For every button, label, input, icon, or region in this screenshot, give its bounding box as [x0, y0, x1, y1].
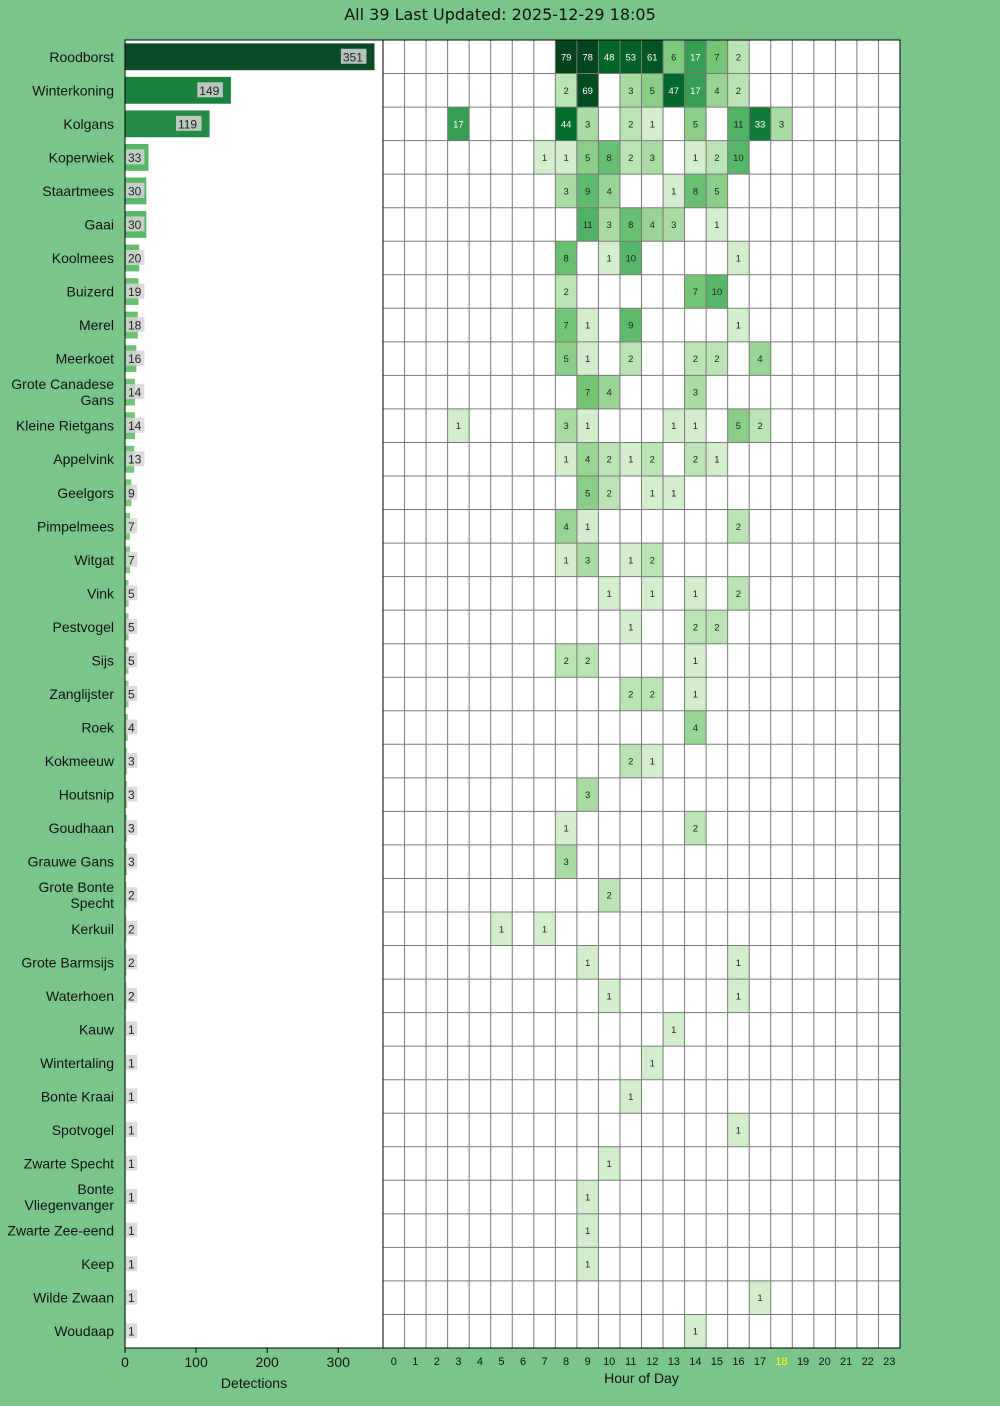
- category-label: Grote Canadese Gans: [11, 376, 114, 409]
- bar-value-label: 5: [128, 620, 135, 635]
- heatmap-cell-value: 7: [714, 52, 720, 64]
- heatmap-cell-value: 3: [649, 152, 655, 164]
- heatmap-cell-value: 1: [757, 1293, 763, 1305]
- heatmap-cell-value: 11: [733, 119, 744, 131]
- heatmap-cell-value: 1: [606, 1159, 612, 1171]
- category-label: Grauwe Gans: [27, 853, 114, 870]
- heatmap-cell-value: 1: [628, 555, 634, 567]
- heatmap-cell-value: 3: [584, 555, 591, 567]
- bar-value-label: 5: [128, 687, 135, 702]
- bar-value-label: 33: [128, 150, 142, 165]
- heatmap-cell-value: 1: [584, 957, 591, 969]
- hour-tick-label: 9: [584, 1356, 591, 1368]
- heatmap-cell-value: 1: [584, 521, 591, 533]
- heatmap-cell-value: 7: [692, 287, 699, 299]
- heatmap-cell-value: 1: [649, 756, 655, 768]
- heatmap-cell-value: 2: [714, 152, 720, 164]
- heatmap-cell-value: 4: [606, 387, 612, 399]
- category-label: Wintertaling: [40, 1054, 114, 1071]
- heatmap-cell-value: 1: [584, 1259, 591, 1271]
- category-label: Grote Barmsijs: [21, 954, 114, 971]
- heatmap-cell-value: 1: [671, 1024, 677, 1036]
- heatmap-cell-value: 1: [692, 421, 699, 433]
- heatmap-cell-value: 2: [606, 454, 612, 466]
- heatmap-cell-value: 1: [649, 119, 655, 131]
- heatmap-cell-value: 2: [563, 287, 569, 299]
- heatmap-cell-value: 33: [754, 119, 766, 131]
- heatmap-cell-value: 1: [541, 152, 548, 164]
- category-label: Zwarte Specht: [23, 1155, 114, 1172]
- heatmap-cell-value: 2: [692, 354, 699, 366]
- hour-tick-label: 13: [667, 1356, 680, 1368]
- heatmap-cell-value: 2: [628, 756, 634, 768]
- hour-tick-label: 7: [541, 1356, 548, 1368]
- bar-value-label: 3: [128, 855, 135, 870]
- category-label: Waterhoen: [46, 987, 114, 1004]
- hour-tick-label: 6: [519, 1356, 527, 1368]
- heatmap-cell-value: 1: [671, 186, 677, 198]
- bar-value-label: 2: [128, 989, 135, 1004]
- bar-value-label: 13: [128, 452, 142, 467]
- heatmap-cell-value: 10: [711, 287, 723, 299]
- bar-value-label: 1: [128, 1291, 135, 1306]
- heatmap-cell-value: 1: [628, 454, 634, 466]
- bar-value-label: 1: [128, 1056, 135, 1071]
- heatmap-cell-value: 44: [560, 119, 572, 131]
- bar: [125, 43, 374, 70]
- category-label: Buizerd: [66, 283, 114, 300]
- heatmap-cell-value: 5: [584, 488, 591, 500]
- heatmap-cell-value: 2: [649, 454, 655, 466]
- heatmap-cell-value: 1: [649, 488, 655, 500]
- category-label: Pimpelmees: [36, 518, 114, 535]
- heatmap-cell-value: 1: [606, 588, 612, 600]
- bar-value-label: 18: [128, 318, 142, 333]
- category-label: Kleine Rietgans: [15, 417, 114, 434]
- x-tick-label: 200: [255, 1354, 279, 1370]
- heatmap-cell-value: 2: [714, 622, 720, 634]
- hour-tick-label: 15: [710, 1356, 724, 1368]
- heatmap-cell-value: 1: [735, 957, 742, 969]
- x-tick-label: 300: [326, 1354, 350, 1370]
- heatmap-cell-value: 1: [692, 655, 699, 667]
- category-label: Geelgors: [57, 484, 114, 501]
- heatmap-cell-value: 3: [606, 219, 612, 231]
- heatmap-cell-value: 1: [735, 320, 742, 332]
- heatmap-cell-value: 79: [560, 52, 572, 64]
- category-label: Kolgans: [63, 115, 114, 132]
- category-label: Witgat: [74, 551, 114, 568]
- heatmap-cell-value: 1: [584, 421, 591, 433]
- category-label: Roodborst: [49, 48, 114, 65]
- heatmap-cell-value: 2: [628, 354, 634, 366]
- heatmap-cell-value: 10: [733, 152, 744, 164]
- bar-value-label: 7: [128, 519, 135, 534]
- heatmap-cell-value: 9: [628, 320, 634, 332]
- heatmap-cell-value: 2: [692, 622, 699, 634]
- bar-value-label: 1: [128, 1257, 135, 1272]
- heatmap-cell-value: 2: [606, 488, 612, 500]
- heatmap-cell-value: 5: [692, 119, 699, 131]
- heatmap-cell-value: 3: [778, 119, 785, 131]
- heatmap-cell-value: 1: [584, 320, 591, 332]
- heatmap-cell-value: 2: [563, 85, 569, 97]
- heatmap-cell-value: 7: [563, 320, 569, 332]
- heatmap-cell-value: 2: [735, 521, 742, 533]
- heatmap-cell-value: 53: [625, 52, 637, 64]
- heatmap-cell-value: 5: [649, 85, 655, 97]
- heatmap-cell-value: 1: [563, 454, 569, 466]
- bar-value-label: 1: [128, 1123, 135, 1138]
- heatmap-cell-value: 8: [606, 152, 612, 164]
- heatmap-cell-value: 2: [628, 152, 634, 164]
- heatmap-cell-value: 5: [563, 354, 569, 366]
- heatmap-cell-value: 2: [584, 655, 591, 667]
- heatmap-cell-value: 1: [606, 991, 612, 1003]
- category-label: Sijs: [91, 652, 114, 669]
- category-label: Kerkuil: [71, 920, 114, 937]
- heatmap-cell-value: 2: [714, 354, 720, 366]
- hour-tick-label: 22: [861, 1356, 874, 1368]
- hour-tick-label: 1: [412, 1356, 419, 1368]
- x-tick-label: 100: [184, 1354, 208, 1370]
- category-label: Woudaap: [54, 1323, 114, 1340]
- x-axis-label: Detections: [220, 1375, 288, 1391]
- bar-value-label: 30: [128, 184, 142, 199]
- heatmap-cell-value: 2: [757, 421, 763, 433]
- heatmap-cell-value: 1: [714, 219, 720, 231]
- heatmap-cell-value: 2: [649, 689, 655, 701]
- category-label: Vink: [87, 585, 114, 602]
- heatmap-cell-value: 4: [714, 85, 720, 97]
- heatmap-cell-value: 1: [692, 152, 699, 164]
- bar-value-label: 30: [128, 217, 142, 232]
- bar-value-label: 3: [128, 754, 135, 769]
- heatmap-cell-value: 78: [582, 52, 593, 64]
- heatmap-cell-value: 69: [582, 85, 593, 97]
- heatmap-cell-value: 8: [563, 253, 569, 265]
- heatmap-cell-value: 1: [628, 622, 634, 634]
- heatmap-cell-value: 48: [603, 52, 615, 64]
- category-label: Spotvogel: [51, 1122, 114, 1138]
- heatmap-cell-value: 4: [649, 219, 655, 231]
- bar-value-label: 1: [128, 1224, 135, 1239]
- category-label: Zanglijster: [49, 686, 114, 702]
- heatmap-cell-value: 1: [735, 991, 742, 1003]
- category-label: Goudhaan: [48, 820, 114, 837]
- hour-tick-label: 11: [625, 1356, 637, 1368]
- hour-tick-label: 21: [840, 1356, 853, 1368]
- bar-value-label: 2: [128, 955, 135, 970]
- hour-tick-label: 5: [498, 1356, 505, 1368]
- category-label: Bonte Kraai: [40, 1088, 114, 1105]
- heatmap-cell-value: 1: [455, 421, 462, 433]
- bar-value-label: 3: [128, 821, 135, 836]
- heatmap-cell-value: 1: [563, 823, 569, 835]
- heatmap-cell-value: 2: [735, 52, 742, 64]
- heatmap-cell-value: 1: [692, 689, 699, 701]
- heatmap-cell-value: 61: [646, 52, 658, 64]
- heatmap-cell-value: 1: [563, 152, 569, 164]
- heatmap-cell-value: 1: [671, 421, 677, 433]
- bar-value-label: 14: [128, 419, 142, 434]
- heatmap-cell-value: 1: [692, 588, 699, 600]
- heatmap-cell-value: 2: [735, 85, 742, 97]
- heatmap-cell-value: 1: [584, 1192, 591, 1204]
- heatmap-cell-value: 5: [584, 152, 591, 164]
- category-label: Keep: [81, 1256, 114, 1273]
- hour-axis-label: Hour of Day: [604, 1370, 679, 1386]
- heatmap-cell-value: 3: [692, 387, 699, 399]
- category-label: Kokmeeuw: [44, 753, 114, 770]
- heatmap-cell-value: 2: [692, 454, 699, 466]
- bar-value-label: 1: [128, 1022, 135, 1037]
- bar-value-label: 3: [128, 788, 135, 803]
- bar-plot-area: [125, 40, 383, 1348]
- heatmap-cell-value: 3: [671, 219, 677, 231]
- category-label: Koolmees: [51, 250, 114, 266]
- heatmap-cell-value: 3: [563, 186, 569, 198]
- heatmap-cell-value: 1: [584, 354, 591, 366]
- heatmap-cell-value: 17: [690, 85, 701, 97]
- category-label: Kauw: [78, 1021, 114, 1038]
- bar-value-label: 1: [128, 1324, 135, 1339]
- hour-tick-label: 14: [689, 1356, 702, 1368]
- bar-value-label: 19: [128, 285, 142, 300]
- heatmap-cell-value: 7: [584, 387, 591, 399]
- hour-tick-label: 8: [563, 1356, 570, 1368]
- heatmap-cell-value: 4: [757, 354, 763, 366]
- category-label: Appelvink: [53, 451, 114, 468]
- category-label: Bonte Vliegenvanger: [24, 1181, 114, 1214]
- heatmap-cell-value: 1: [735, 1125, 742, 1137]
- heatmap-cell-value: 1: [649, 588, 655, 600]
- heatmap-cell-value: 1: [628, 1091, 634, 1103]
- heatmap-cell-value: 2: [628, 119, 634, 131]
- bar-value-label: 5: [128, 586, 135, 601]
- heatmap-cell-value: 2: [735, 588, 742, 600]
- heatmap-cell-value: 1: [498, 924, 505, 936]
- category-label: Winterkoning: [32, 82, 114, 99]
- heatmap-cell-value: 1: [541, 924, 548, 936]
- heatmap-cell-value: 1: [649, 1058, 655, 1070]
- bar-value-label: 20: [128, 251, 142, 266]
- bar-value-label: 16: [128, 352, 142, 367]
- hour-tick-label: 3: [455, 1356, 462, 1368]
- bar-value-label: 2: [128, 888, 135, 903]
- heatmap-cell-value: 10: [625, 253, 637, 265]
- hour-tick-label: 12: [646, 1356, 659, 1368]
- hour-tick-label: 16: [732, 1356, 745, 1368]
- heatmap-cell-value: 3: [563, 421, 569, 433]
- heatmap-cell-value: 1: [735, 253, 742, 265]
- hour-tick-label: 20: [818, 1356, 831, 1368]
- bar-value-label: 149: [199, 83, 220, 98]
- hour-tick-label: 10: [603, 1356, 616, 1368]
- heatmap-cell-value: 17: [690, 52, 701, 64]
- heatmap-cell-value: 4: [584, 454, 591, 466]
- bar-value-label: 7: [128, 553, 135, 568]
- hour-tick-label: 23: [883, 1356, 896, 1368]
- heatmap-cell-value: 1: [606, 253, 612, 265]
- bar-value-label: 119: [177, 117, 198, 132]
- bar-value-label: 1: [128, 1089, 135, 1104]
- heatmap-cell-value: 5: [735, 421, 742, 433]
- chart-title: All 39 Last Updated: 2025-12-29 18:05: [344, 5, 656, 24]
- x-tick-label: 0: [121, 1354, 129, 1370]
- category-label: Houtsnip: [58, 786, 114, 803]
- category-label: Koperwiek: [48, 149, 114, 166]
- heatmap-cell-value: 2: [563, 655, 569, 667]
- heatmap-cell-value: 1: [563, 555, 569, 567]
- heatmap-cell-value: 6: [671, 52, 677, 64]
- category-label: Wilde Zwaan: [33, 1289, 114, 1306]
- heatmap-cell-value: 1: [671, 488, 677, 500]
- heatmap-cell-value: 3: [584, 790, 591, 802]
- bar-value-label: 351: [342, 50, 363, 65]
- heatmap-cell-value: 1: [692, 1326, 699, 1338]
- heatmap-cell-value: 4: [563, 521, 569, 533]
- category-label: Pestvogel: [52, 618, 114, 635]
- category-label: Grote Bonte Specht: [38, 879, 114, 912]
- category-label: Meerkoet: [55, 350, 114, 367]
- category-label: Roek: [81, 719, 114, 736]
- category-label: Zwarte Zee-eend: [7, 1222, 114, 1239]
- heatmap-cell-value: 17: [453, 119, 464, 131]
- hour-tick-label: 17: [753, 1356, 767, 1368]
- category-label: Staartmees: [42, 182, 114, 199]
- hour-tick-label: 18: [775, 1356, 788, 1368]
- bar-value-label: 5: [128, 653, 135, 668]
- heatmap-cell-value: 2: [692, 823, 699, 835]
- heatmap-cell-value: 4: [692, 723, 699, 735]
- heatmap-cell-value: 2: [649, 555, 655, 567]
- category-label: Gaai: [84, 216, 114, 233]
- heatmap-cell-value: 1: [584, 1226, 591, 1238]
- heatmap-cell-value: 9: [584, 186, 591, 198]
- heatmap-cell-value: 11: [582, 219, 593, 231]
- bar-value-label: 14: [128, 385, 142, 400]
- heatmap-cell-value: 8: [692, 186, 699, 198]
- hour-tick-label: 4: [476, 1356, 483, 1368]
- heatmap-cell-value: 3: [563, 857, 569, 869]
- heatmap-cell-value: 5: [714, 186, 720, 198]
- bar-value-label: 1: [128, 1190, 135, 1205]
- heatmap-cell-value: 2: [606, 890, 612, 902]
- heatmap-cell-value: 4: [606, 186, 612, 198]
- bar-value-label: 4: [128, 721, 135, 736]
- heatmap-cell-value: 3: [628, 85, 634, 97]
- category-label: Merel: [78, 317, 114, 334]
- heatmap-cell-value: 1: [714, 454, 720, 466]
- heatmap-cell-value: 2: [628, 689, 634, 701]
- bar-value-label: 9: [128, 486, 135, 501]
- hour-tick-label: 2: [433, 1356, 440, 1368]
- bar-value-label: 2: [128, 922, 135, 937]
- heatmap-cell-value: 8: [628, 219, 634, 231]
- hour-tick-label: 0: [390, 1356, 397, 1368]
- heatmap-cell-value: 47: [668, 85, 680, 97]
- hour-tick-label: 19: [796, 1356, 810, 1368]
- heatmap-cell-value: 3: [584, 119, 591, 131]
- bar-value-label: 1: [128, 1157, 135, 1172]
